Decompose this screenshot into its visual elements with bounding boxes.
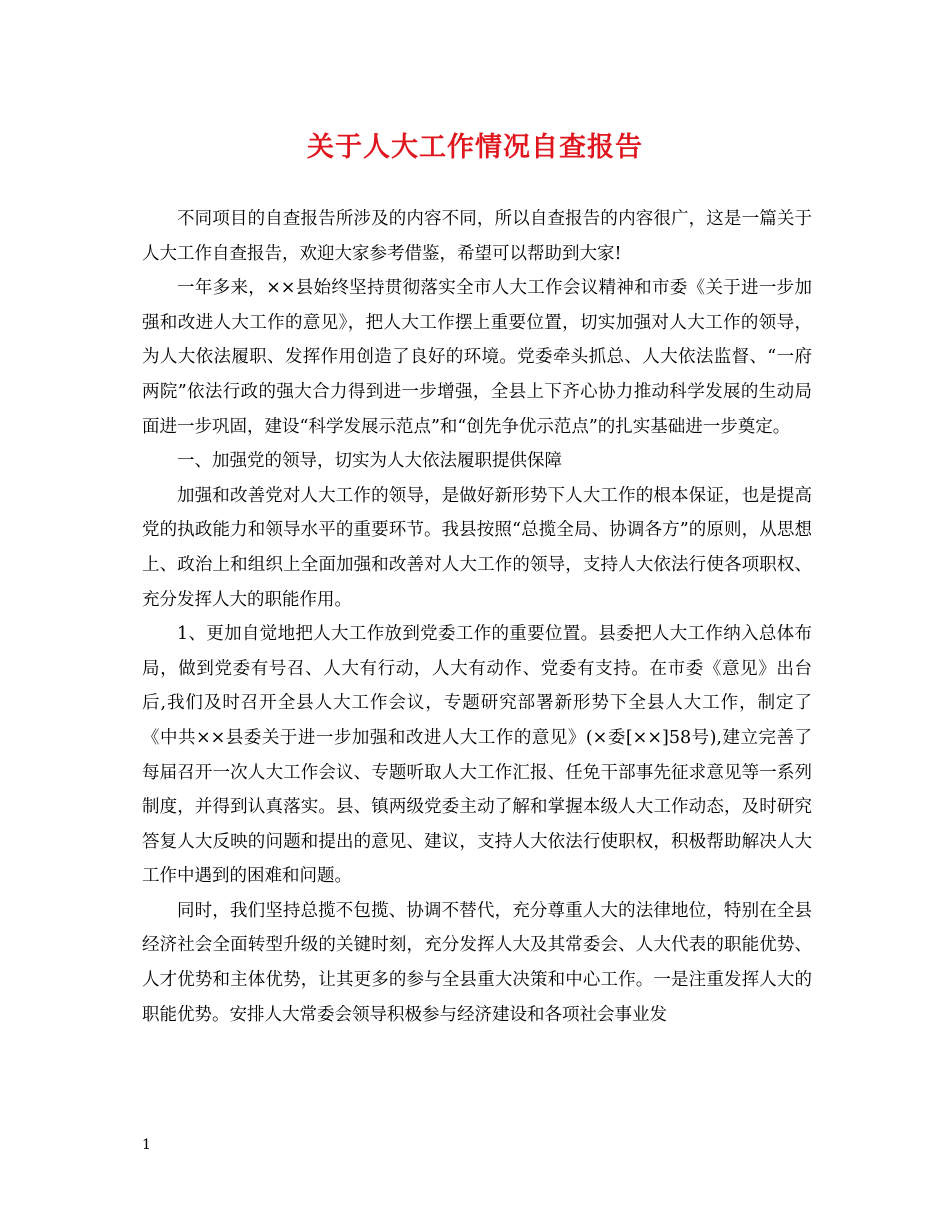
paragraph-intro: 不同项目的自查报告所涉及的内容不同，所以自查报告的内容很广，这是一篇关于人大工作自查报告，欢迎大家参考借鉴，希望可以帮助到大家! — [142, 209, 812, 264]
paragraph-section-1: 加强和改善党对人大工作的领导，是做好新形势下人大工作的根本保证，也是提高党的执政能力和领导水平的重要环节。我县按照“总揽全局、协调各方”的原则，从思想上、政治上和组织上全面加强和改善对人大工作的领导，支持人大依法行使各项职权、充分发挥人大的职能作用。 — [142, 485, 812, 610]
page-number: 1 — [142, 1137, 151, 1153]
document-title: 关于人大工作情况自查报告 — [307, 132, 643, 163]
section-heading-1: 一、加强党的领导，切实为人大依法履职提供保障 — [177, 451, 562, 472]
paragraph-item-1: 1、更加自觉地把人大工作放到党委工作的重要位置。县委把人大工作纳入总体布局，做到党委有号召、人大有行动，人大有动作、党委有支持。在市委《意见》出台后,我们及时召开全县人大工作会议，专题研究部署新形势下全县人大工作，制定了《中共××县委关于进一步加强和改进人大工作的意见》(×委[××]58号),建立完善了每届召开一次人大工作会议、专题听取人大工作汇报、任免干部事先征求意见等一系列制度，并得到认真落实。县、镇两级党委主动了解和掌握本级人大工作动态，及时研究答复人大反映的问题和提出的意见、建议，支持人大依法行使职权，积极帮助解决人大工作中遇到的困难和问题。 — [142, 624, 812, 887]
document-body — [142, 202, 812, 1032]
paragraph-meanwhile: 同时，我们坚持总揽不包揽、协调不替代，充分尊重人大的法律地位，特别在全县经济社会全面转型升级的关键时刻，充分发挥人大及其常委会、人大代表的职能优势、人才优势和主体优势，让其更多的参与全县重大决策和中心工作。一是注重发挥人大的职能优势。安排人大常委会领导积极参与经济建设和各项社会事业发 — [142, 900, 812, 1025]
paragraph-overview: 一年多来，××县始终坚持贯彻落实全市人大工作会议精神和市委《关于进一步加强和改进人大工作的意见》，把人大工作摆上重要位置，切实加强对人大工作的领导，为人大依法履职、发挥作用创造了良好的环境。党委牵头抓总、人大依法监督、“一府两院”依法行政的强大合力得到进一步增强，全县上下齐心协力推动科学发展的生动局面进一步巩固，建设“科学发展示范点”和“创先争优示范点”的扎实基础进一步奠定。 — [142, 278, 812, 437]
